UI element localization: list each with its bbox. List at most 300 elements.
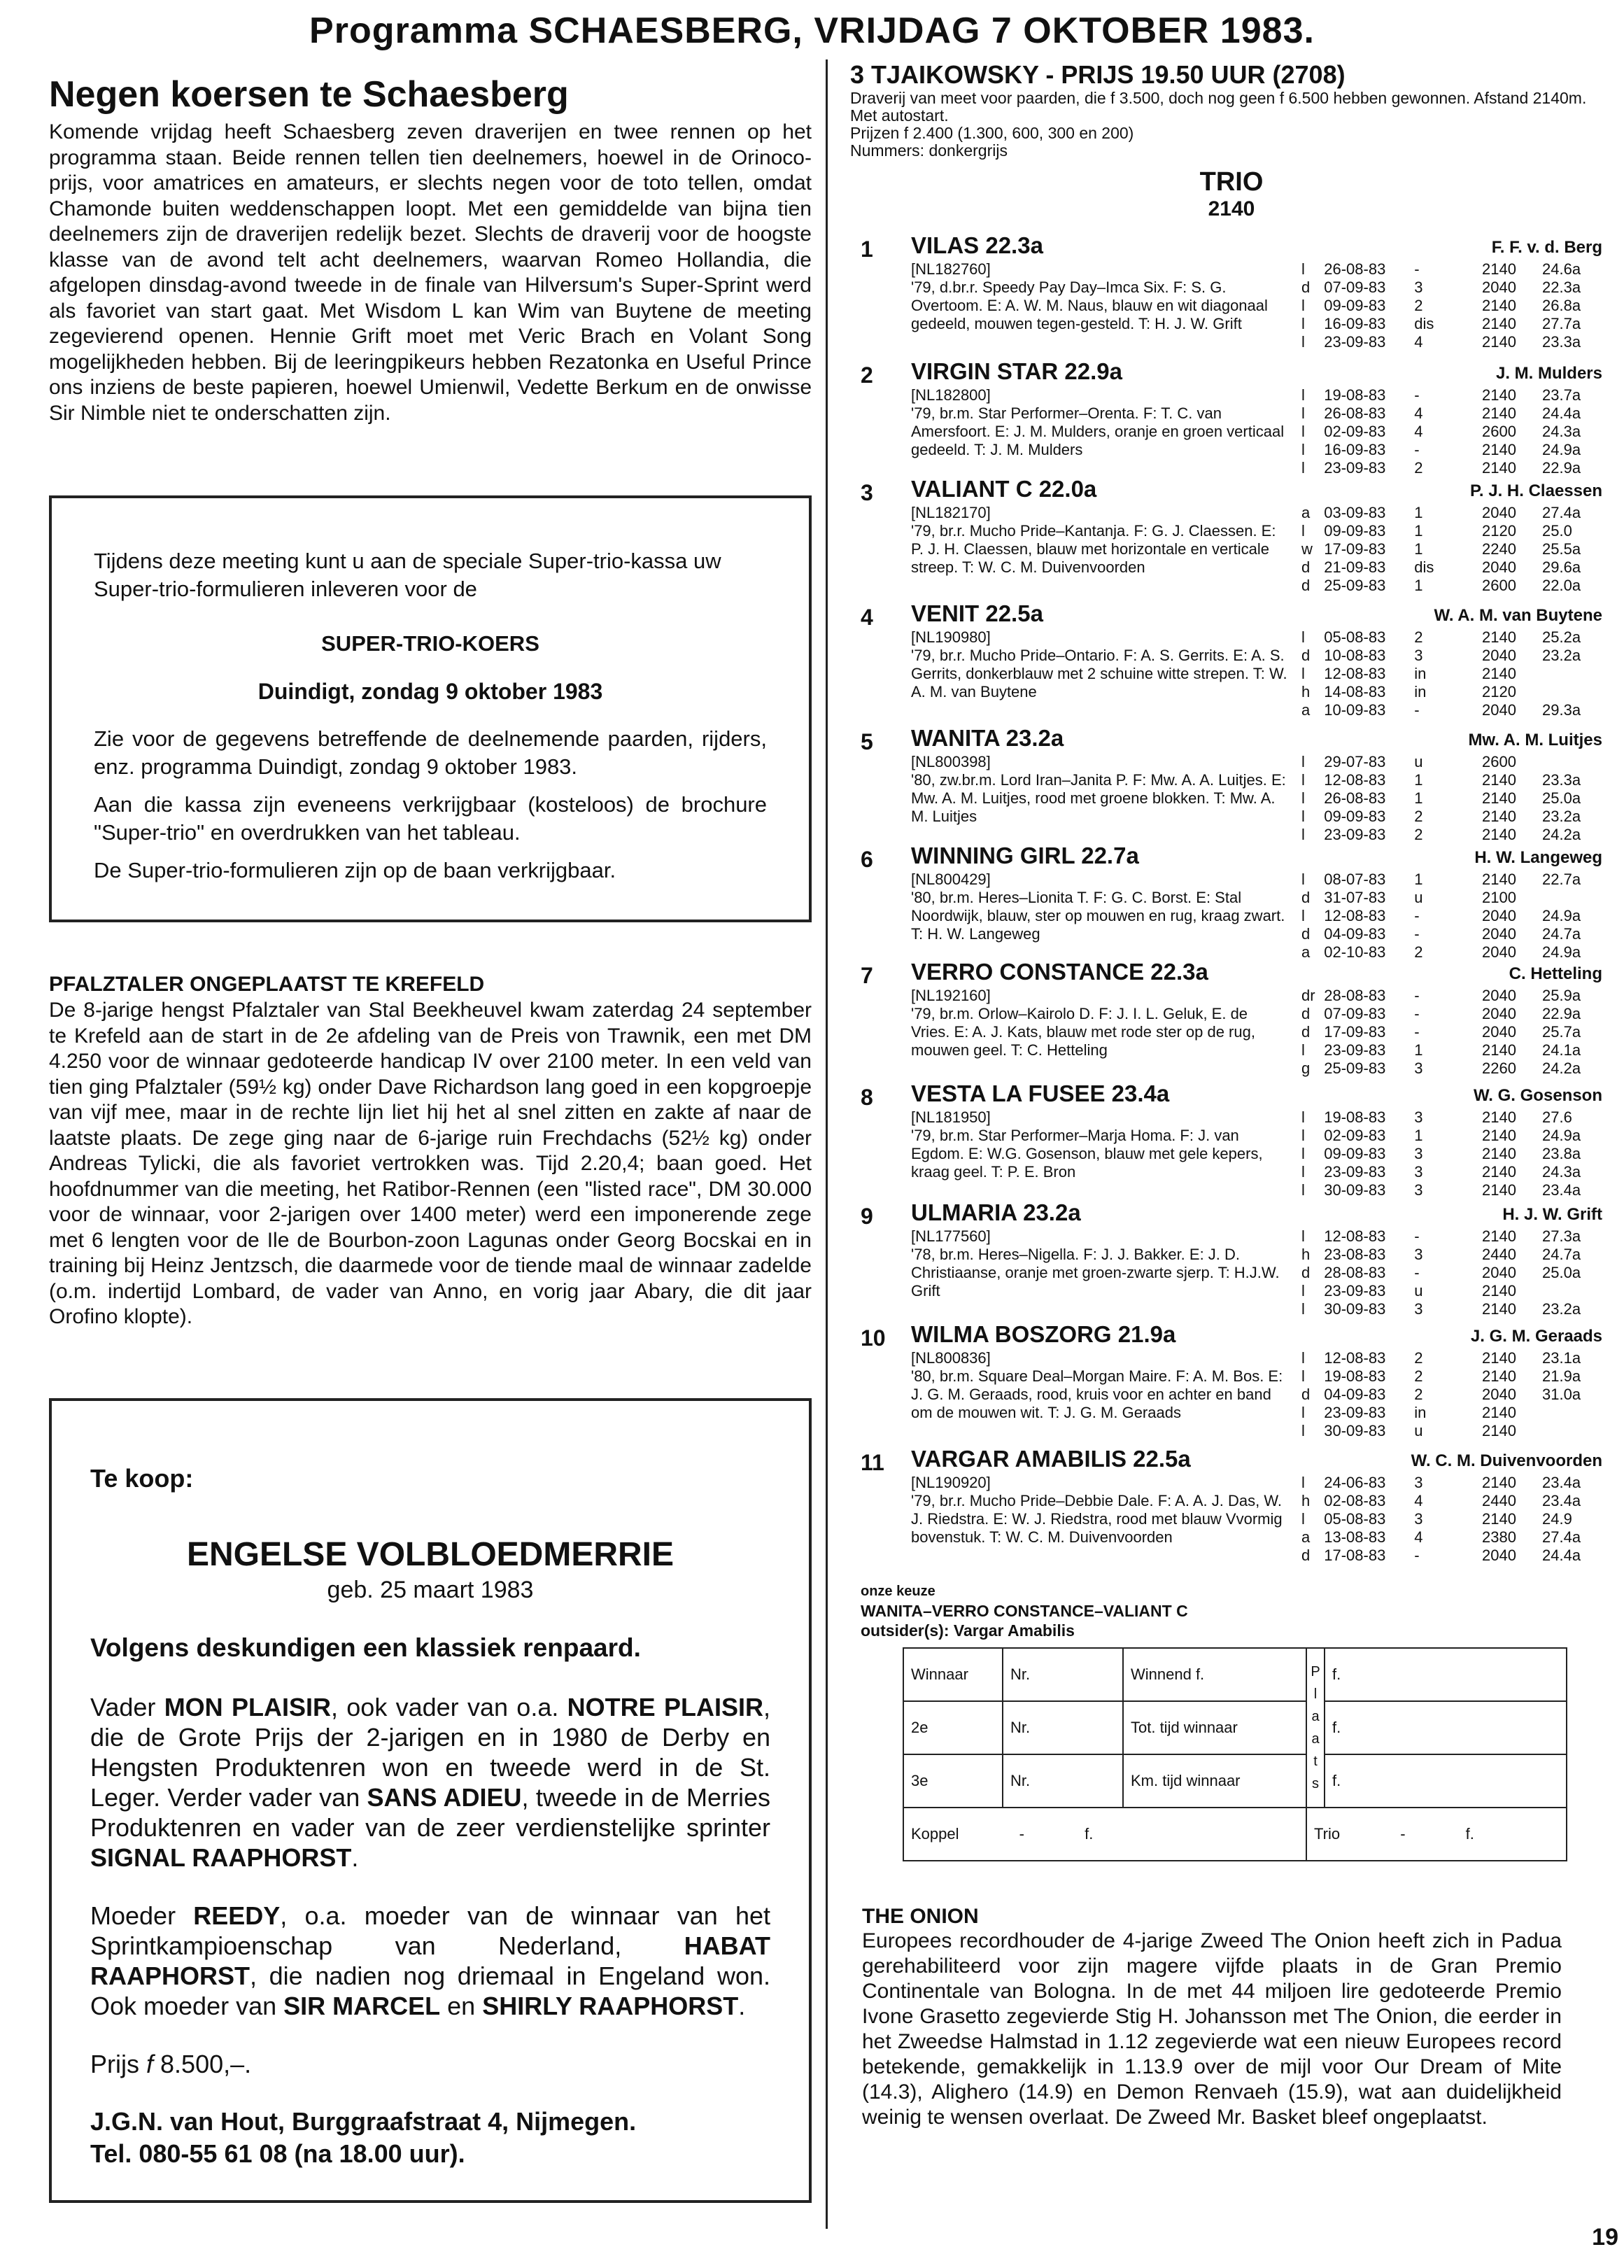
result-cell: 23.4a [1542, 1181, 1581, 1199]
result-cell: 25.2a [1542, 628, 1581, 646]
result-cell: d [1301, 279, 1311, 296]
result-cell: l [1301, 522, 1305, 540]
horse-id: [NL182760] [911, 260, 991, 278]
result-row [1301, 808, 1602, 826]
result-row [1301, 423, 1602, 441]
result-cell: d [1301, 647, 1311, 664]
horse-number: 3 [861, 480, 873, 505]
horse-details: '78, br.m. Heres–Nigella. F: J. J. Bakker. E: J. D. Christiaanse, oranje met groen-zwarte sjerp. T: H.J.W. Grift [911, 1246, 1280, 1299]
result-cell: 19-08-83 [1324, 386, 1386, 404]
result-cell: l [1301, 1349, 1305, 1367]
sire-name: MON PLAISIR [164, 1693, 331, 1721]
result-row [1301, 522, 1602, 540]
result-cell: l [1301, 871, 1305, 888]
result-cell: 30-09-83 [1324, 1181, 1386, 1199]
result-cell: 2140 [1482, 441, 1516, 458]
form-trio-cell[interactable] [1306, 1808, 1567, 1861]
result-cell: d [1301, 925, 1311, 943]
result-cell: 12-08-83 [1324, 771, 1386, 789]
horse-entry [840, 959, 1602, 1078]
result-cell: d [1301, 1264, 1311, 1281]
result-cell: 2120 [1482, 683, 1516, 700]
result-cell: 23.3a [1542, 771, 1581, 789]
result-cell: 24.4a [1542, 1547, 1581, 1564]
result-cell: 09-09-83 [1324, 297, 1386, 314]
result-cell: 2040 [1482, 647, 1516, 664]
horse-results [1301, 1474, 1602, 1565]
result-cell: l [1301, 1108, 1305, 1126]
result-cell: l [1301, 1041, 1305, 1059]
form-label: Nr. [1003, 1648, 1123, 1701]
horse-id: [NL190920] [911, 1474, 991, 1491]
result-cell: h [1301, 683, 1311, 700]
text: , o.a. moeder van de winnaar van het Sprintkampioenschap van Nederland, [90, 1901, 770, 1960]
result-row [1301, 683, 1602, 701]
result-cell: 25-09-83 [1324, 1059, 1386, 1077]
result-row [1301, 1282, 1602, 1300]
result-row [1301, 1422, 1602, 1440]
result-cell: in [1414, 683, 1427, 700]
advert-box [49, 1398, 812, 2203]
result-cell: d [1301, 558, 1311, 576]
result-cell: 23-09-83 [1324, 1282, 1386, 1299]
result-cell: 24.3a [1542, 423, 1581, 440]
horse-details: '79, d.br.r. Speedy Pay Day–Imca Six. F: S. G. Overtoom. E: A. W. M. Naus, blauw en wit diagonaal gedeeld, mouwen tegen-gesteld. T: H. J. W. Grift [911, 279, 1268, 332]
supertrio-p3: De Super-trio-formulieren zijn op de baan verkrijgbaar. [94, 858, 616, 882]
article-body: De 8-jarige hengst Pfalztaler van Stal Beekheuvel kwam zaterdag 24 september te Krefeld aan de start in de 2e afdeling van de Preis von Trawnik, een met DM 4.250 voor de winnaar gedoteerde handicap IV over 2100 meter. In een veld van tien ging Pfalztaler (59½ kg) onder Dave Richardson lang goed in een kopgroepje van vijf mee, maar in de rechte lijn liet hij het al snel zitten en zakte af naar de laatste plaats. De zege ging naar de 6-jarige ruin Frechdachs (52½ kg) onder Andreas Tylicki, die als favoriet vertrokken was. Tijd 2.20,4; baan goed. Het hoofdnummer van die meeting, het Ratibor-Rennen (een "listed race", DM 30.000 voor de winnaar, voor 2-jarigen over 1400 meter) werd een imponerende zege met 6 lengten voor de Ile de Bourbon-zoon Lagunas onder Georg Bocskai en in training bij Heinz Jentzsch, die daarmede voor de tiende maal de winnaar zadelde (o.m. indertijd Lombard, de vader van Anno, en vorig jaar Abary, die dit jaar Orofino klopte). [49, 999, 812, 1328]
result-cell: 2140 [1482, 459, 1516, 477]
form-label: Tot. tijd winnaar [1123, 1701, 1306, 1754]
text: l [1313, 1686, 1318, 1702]
result-cell: - [1414, 987, 1420, 1004]
result-cell: d [1301, 1547, 1311, 1564]
form-koppel-cell[interactable] [903, 1808, 1306, 1861]
horse-trainer: H. W. Langeweg [1474, 848, 1602, 867]
result-cell: - [1414, 925, 1420, 943]
result-cell: dr [1301, 987, 1315, 1004]
result-cell: h [1301, 1492, 1311, 1509]
result-cell [1542, 1404, 1602, 1422]
result-cell: 2 [1414, 297, 1423, 314]
horse-results [1301, 1108, 1602, 1199]
text: a [1311, 1731, 1320, 1747]
result-cell: 16-09-83 [1324, 315, 1386, 332]
horse-entry [840, 1080, 1602, 1199]
advert-title: ENGELSE VOLBLOEDMERRIE [186, 1536, 675, 1573]
result-row [1301, 1547, 1602, 1565]
result-cell: 2600 [1482, 753, 1516, 770]
result-row [1301, 260, 1602, 279]
result-cell: 02-09-83 [1324, 1127, 1386, 1144]
trio-distance: 2140 [1208, 197, 1255, 220]
result-row [1301, 1510, 1602, 1528]
text: Moeder [90, 1901, 194, 1930]
result-cell: l [1301, 789, 1305, 807]
keuze-pick: WANITA–VERRO CONSTANCE–VALIANT C [861, 1602, 1188, 1620]
result-row [1301, 1227, 1602, 1246]
form-label: Winnend f. [1123, 1648, 1306, 1701]
result-row [1301, 1181, 1602, 1199]
result-row [1301, 701, 1602, 719]
result-cell: 05-08-83 [1324, 628, 1386, 646]
result-row [1301, 558, 1602, 577]
race-prizes: Prijzen f 2.400 (1.300, 600, 300 en 200) [850, 124, 1134, 142]
result-cell: l [1301, 386, 1305, 404]
form-field[interactable]: f. [1325, 1701, 1567, 1754]
result-cell: 12-08-83 [1324, 665, 1386, 682]
result-cell: 2440 [1482, 1492, 1516, 1509]
form-label: 2e [903, 1701, 1003, 1754]
result-cell: 25.0a [1542, 1264, 1581, 1281]
result-row [1301, 628, 1602, 647]
article-body: Europees recordhouder de 4-jarige Zweed The Onion heeft zich in Padua gerehabiliteerd voor zijn magere vijfde plaats in de Gran Premio Continentale van Bologna. In de met 44 miljoen lire gedoteerde Premio Ivone Grasetto zegevierde Stig H. Johansson met The Onion, die eerder in het Zweedse Halmstad in 1.12 zegevierde wat een nieuw Europees record betekende, gemakkelijk in 1.13.9 over de mijl voor Our Dream of Mite (14.3), Alighero (14.9) en Demon Renvaeh (15.9), wat aan duidelijkheid weinig te wensen overlaat. De Zweed Mr. Basket bleef ongeplaatst. [862, 1929, 1562, 2129]
result-cell: 24.2a [1542, 826, 1581, 843]
result-cell: 26.8a [1542, 297, 1581, 314]
horse-entry [840, 1199, 1602, 1318]
result-cell: 3 [1414, 1510, 1423, 1528]
horse-results [1301, 1349, 1602, 1440]
advert-te-koop: Te koop: [90, 1464, 194, 1493]
result-cell: 02-10-83 [1324, 943, 1386, 961]
result-cell: 2140 [1482, 1349, 1516, 1367]
horse-trainer: W. C. M. Duivenvoorden [1411, 1451, 1602, 1470]
horse-results [1301, 753, 1602, 844]
result-cell: 2140 [1482, 1510, 1516, 1528]
result-cell: 26-08-83 [1324, 404, 1386, 422]
result-cell: a [1301, 1528, 1311, 1546]
result-cell: 2 [1414, 943, 1423, 961]
result-cell: - [1414, 907, 1420, 924]
result-cell: - [1414, 1227, 1420, 1245]
result-cell: 22.0a [1542, 577, 1581, 594]
result-cell: dis [1414, 315, 1434, 332]
result-row [1301, 1492, 1602, 1510]
supertrio-subtitle: Duindigt, zondag 9 oktober 1983 [257, 679, 603, 704]
result-cell: u [1414, 1422, 1423, 1439]
advert-contact-address: J.G.N. van Hout, Burggraafstraat 4, Nijmegen. [90, 2107, 637, 2136]
result-cell: 1 [1414, 522, 1423, 540]
result-row [1301, 871, 1602, 889]
result-row [1301, 1145, 1602, 1163]
result-cell: 25.5a [1542, 540, 1581, 558]
result-cell: 1 [1414, 504, 1423, 521]
horse-description [911, 1474, 1289, 1547]
result-row [1301, 333, 1602, 351]
horse-name: VALIANT C 22.0a [911, 476, 1097, 502]
result-cell: l [1301, 1474, 1305, 1491]
horse-results [1301, 628, 1602, 719]
page-number: 19 [1592, 2224, 1618, 2251]
result-row [1301, 1404, 1602, 1422]
advert-dam-paragraph [90, 1901, 770, 2021]
result-cell: 23-09-83 [1324, 1163, 1386, 1181]
race-description: Draverij van meet voor paarden, die f 3.500, doch nog geen f 6.500 hebben gewonnen. Afstand 2140m. Met autostart. [850, 89, 1587, 125]
result-row [1301, 1108, 1602, 1127]
result-cell: 23.7a [1542, 386, 1581, 404]
result-cell: 2040 [1482, 987, 1516, 1004]
result-cell: 23.4a [1542, 1474, 1581, 1491]
article-pfalztaler [49, 973, 812, 1330]
horse-name: VESTA LA FUSEE 23.4a [911, 1080, 1170, 1106]
result-cell: 2140 [1482, 1474, 1516, 1491]
result-cell: 22.9a [1542, 1005, 1581, 1022]
result-row [1301, 647, 1602, 665]
result-cell: l [1301, 907, 1305, 924]
result-cell: 07-09-83 [1324, 279, 1386, 296]
result-cell: 4 [1414, 404, 1423, 422]
horse-details: '79, br.m. Star Performer–Marja Homa. F: J. van Egdom. E: W.G. Gosenson, blauw met gele kepers, kraag geel. T: P. E. Bron [911, 1127, 1263, 1181]
result-cell: 10-08-83 [1324, 647, 1386, 664]
horse-number: 9 [861, 1204, 873, 1229]
result-cell: u [1414, 1282, 1423, 1299]
text: , tweede in de Merries Produktenren en vader van de zeer verdienstelijke sprinter [90, 1783, 770, 1842]
result-row [1301, 404, 1602, 423]
result-cell: 28-08-83 [1324, 987, 1386, 1004]
result-cell: 2600 [1482, 423, 1516, 440]
horse-description [911, 871, 1289, 943]
result-cell: 23.1a [1542, 1349, 1581, 1367]
horse-details: '79, br.r. Mucho Pride–Kantanja. F: G. J. Claessen. E: P. J. H. Claessen, blauw met horizontale en verticale streep. T: W. C. M. Duivenvoorden [911, 522, 1276, 576]
form-field[interactable]: f. [1325, 1754, 1567, 1808]
result-cell: 2140 [1482, 665, 1516, 682]
horse-number: 7 [861, 963, 873, 988]
result-cell: in [1414, 1404, 1427, 1421]
result-cell [1542, 1282, 1602, 1300]
horse-details: '80, zw.br.m. Lord Iran–Janita P. F: Mw. A. A. Luitjes. E: Mw. A. M. Luitjes, rood met groene blokken. T: Mw. A. M. Luitjes [911, 771, 1286, 825]
result-cell: 2040 [1482, 504, 1516, 521]
result-cell: 2 [1414, 826, 1423, 843]
horse-trainer: F. F. v. d. Berg [1491, 238, 1602, 257]
result-cell: 2140 [1482, 871, 1516, 888]
horse-description [911, 753, 1289, 826]
horse-number: 5 [861, 729, 873, 754]
result-cell: - [1414, 1023, 1420, 1041]
horse-description [911, 628, 1289, 701]
text: , die de Grote Prijs der 2-jarigen en in 1980 de Derby en Hengsten Produktenren won en tweede werd in de St. Leger. Verder vader van [90, 1693, 770, 1812]
result-cell: 2140 [1482, 1300, 1516, 1318]
horse-name: SHIRLY RAAPHORST [482, 1992, 739, 2020]
result-cell: 2 [1414, 1386, 1423, 1403]
page-title: Programma SCHAESBERG, VRIJDAG 7 OKTOBER 1983. [309, 10, 1315, 51]
result-cell: g [1301, 1059, 1311, 1077]
result-cell: 3 [1414, 1246, 1423, 1263]
result-cell: l [1301, 1227, 1305, 1245]
result-cell: 3 [1414, 1300, 1423, 1318]
result-cell: 2140 [1482, 1145, 1516, 1162]
result-cell: 24.9a [1542, 1127, 1581, 1144]
result-cell: l [1301, 423, 1305, 440]
result-cell: 3 [1414, 1145, 1423, 1162]
result-cell: l [1301, 826, 1305, 843]
result-cell: 2140 [1482, 333, 1516, 351]
result-cell: 05-08-83 [1324, 1510, 1386, 1528]
result-cell: 2140 [1482, 826, 1516, 843]
result-cell: 13-08-83 [1324, 1528, 1386, 1546]
form-label: 3e [903, 1754, 1003, 1808]
result-cell: 22.7a [1542, 871, 1581, 888]
horse-trainer: J. G. M. Geraads [1470, 1327, 1602, 1346]
result-cell: 14-08-83 [1324, 683, 1386, 700]
horse-entry [840, 600, 1602, 719]
result-cell: 2040 [1482, 558, 1516, 576]
result-cell: 29.6a [1542, 558, 1581, 576]
result-cell: l [1301, 441, 1305, 458]
horse-entry [840, 476, 1602, 595]
horse-id: [NL182800] [911, 386, 991, 404]
result-cell: 24.4a [1542, 404, 1581, 422]
result-cell: l [1301, 665, 1305, 682]
horse-results [1301, 260, 1602, 351]
result-cell: 29-07-83 [1324, 753, 1386, 770]
result-cell: 24.9a [1542, 907, 1581, 924]
result-cell: 2140 [1482, 1163, 1516, 1181]
result-cell: 1 [1414, 1041, 1423, 1059]
result-cell: l [1301, 1300, 1305, 1318]
onze-keuze [861, 1582, 1188, 1640]
form-field[interactable]: f. [1325, 1648, 1567, 1701]
result-cell: 2140 [1482, 1422, 1516, 1439]
result-cell: 23-09-83 [1324, 1404, 1386, 1421]
horse-description [911, 504, 1289, 577]
result-cell: 16-09-83 [1324, 441, 1386, 458]
result-cell: 2440 [1482, 1246, 1516, 1263]
horse-description [911, 1108, 1289, 1181]
price-value: 8.500,–. [153, 2050, 252, 2078]
result-row [1301, 1386, 1602, 1404]
horse-results [1301, 504, 1602, 595]
horse-results [1301, 386, 1602, 477]
result-cell: 2140 [1482, 628, 1516, 646]
result-row [1301, 1023, 1602, 1041]
result-cell: l [1301, 297, 1305, 314]
horse-name: WINNING GIRL 22.7a [911, 843, 1139, 868]
result-cell: 2040 [1482, 1264, 1516, 1281]
result-cell: 2140 [1482, 1367, 1516, 1385]
result-cell: l [1301, 1282, 1305, 1299]
result-cell: 24.3a [1542, 1163, 1581, 1181]
result-cell: 25.0 [1542, 522, 1572, 540]
result-cell: d [1301, 1386, 1311, 1403]
horse-details: '79, br.m. Star Performer–Orenta. F: T. C. van Amersfoort. E: J. M. Mulders, oranje en groen verticaal gedeeld. T: J. M. Mulders [911, 404, 1285, 458]
advert-contact-phone: Tel. 080-55 61 08 (na 18.00 uur). [90, 2139, 465, 2168]
race-title: 3 TJAIKOWSKY - PRIJS 19.50 UUR (2708) [850, 60, 1346, 89]
text: a [1311, 1709, 1320, 1724]
horse-name: HABAT RAAPHORST [90, 1931, 770, 1990]
result-cell [1542, 889, 1602, 907]
result-row [1301, 826, 1602, 844]
trio-header [1050, 167, 1413, 221]
result-cell: 3 [1414, 1108, 1423, 1126]
result-row [1301, 1474, 1602, 1492]
result-cell: 26-08-83 [1324, 789, 1386, 807]
text: P [1311, 1664, 1320, 1679]
result-cell: d [1301, 1023, 1311, 1041]
horse-entry [840, 843, 1602, 962]
result-cell: d [1301, 577, 1311, 594]
result-cell: 2040 [1482, 1386, 1516, 1403]
result-cell: l [1301, 771, 1305, 789]
result-cell: 31.0a [1542, 1386, 1581, 1403]
result-cell: l [1301, 1145, 1305, 1162]
result-cell: 09-09-83 [1324, 808, 1386, 825]
horse-description [911, 1349, 1289, 1422]
result-cell: 09-09-83 [1324, 1145, 1386, 1162]
result-cell: 2040 [1482, 1547, 1516, 1564]
text: t [1313, 1754, 1318, 1769]
result-cell: 2 [1414, 1349, 1423, 1367]
horse-results [1301, 871, 1602, 962]
result-cell: dis [1414, 558, 1434, 576]
horse-name: VILAS 22.3a [911, 232, 1043, 258]
result-cell: - [1414, 1264, 1420, 1281]
result-cell: 25.7a [1542, 1023, 1581, 1041]
result-cell: 30-09-83 [1324, 1300, 1386, 1318]
result-cell: u [1414, 889, 1423, 906]
result-cell: 04-09-83 [1324, 1386, 1386, 1403]
form-label: Nr. [1003, 1754, 1123, 1808]
result-cell: 23-09-83 [1324, 459, 1386, 477]
result-cell: 25.9a [1542, 987, 1581, 1004]
result-cell: 23-09-83 [1324, 826, 1386, 843]
result-cell: 24.2a [1542, 1059, 1581, 1077]
result-cell: 24.9 [1542, 1510, 1572, 1528]
result-cell: - [1414, 260, 1420, 278]
result-cell: 2140 [1482, 1181, 1516, 1199]
column-divider [826, 59, 828, 2229]
result-row [1301, 577, 1602, 595]
result-cell: a [1301, 504, 1311, 521]
horse-name: SIGNAL RAAPHORST [90, 1843, 352, 1872]
text: - [1400, 1825, 1406, 1843]
result-cell: 29.3a [1542, 701, 1581, 719]
result-cell: 17-08-83 [1324, 1547, 1386, 1564]
result-cell [1542, 665, 1602, 683]
horse-details: '80, br.m. Heres–Lionita T. F: G. C. Borst. E: Stal Noordwijk, blauw, ster op mouwen en rug, kraag zwart. T: H. W. Langeweg [911, 889, 1285, 943]
horse-trainer: Mw. A. M. Luitjes [1468, 731, 1602, 749]
result-row [1301, 987, 1602, 1005]
horse-trainer: H. J. W. Grift [1502, 1205, 1602, 1224]
horse-name: WANITA 23.2a [911, 725, 1064, 751]
result-cell: 23.2a [1542, 808, 1581, 825]
horse-name: WILMA BOSZORG 21.9a [911, 1321, 1176, 1347]
horse-name: VENIT 22.5a [911, 600, 1043, 626]
horse-id: [NL181950] [911, 1108, 991, 1126]
horse-id: [NL182170] [911, 504, 991, 521]
result-cell: 23.2a [1542, 647, 1581, 664]
result-cell: a [1301, 943, 1311, 961]
result-cell: d [1301, 889, 1311, 906]
horse-name: NOTRE PLAISIR [567, 1693, 763, 1721]
result-cell: 2600 [1482, 577, 1516, 594]
result-cell: - [1414, 386, 1420, 404]
result-cell: 3 [1414, 1163, 1423, 1181]
result-cell [1542, 753, 1602, 771]
horse-id: [NL800836] [911, 1349, 991, 1367]
trio-label: TRIO [1199, 167, 1264, 197]
result-cell: 23.2a [1542, 1300, 1581, 1318]
horse-number: 2 [861, 362, 873, 388]
result-cell: 3 [1414, 1474, 1423, 1491]
horse-trainer: W. G. Gosenson [1473, 1086, 1602, 1105]
result-cell: a [1301, 701, 1311, 719]
result-cell: 03-09-83 [1324, 504, 1386, 521]
result-cell: l [1301, 1127, 1305, 1144]
horse-description [911, 260, 1289, 333]
text: en [440, 1992, 483, 2020]
result-cell: 2140 [1482, 1108, 1516, 1126]
result-cell: 2040 [1482, 925, 1516, 943]
form-label: Winnaar [903, 1648, 1003, 1701]
